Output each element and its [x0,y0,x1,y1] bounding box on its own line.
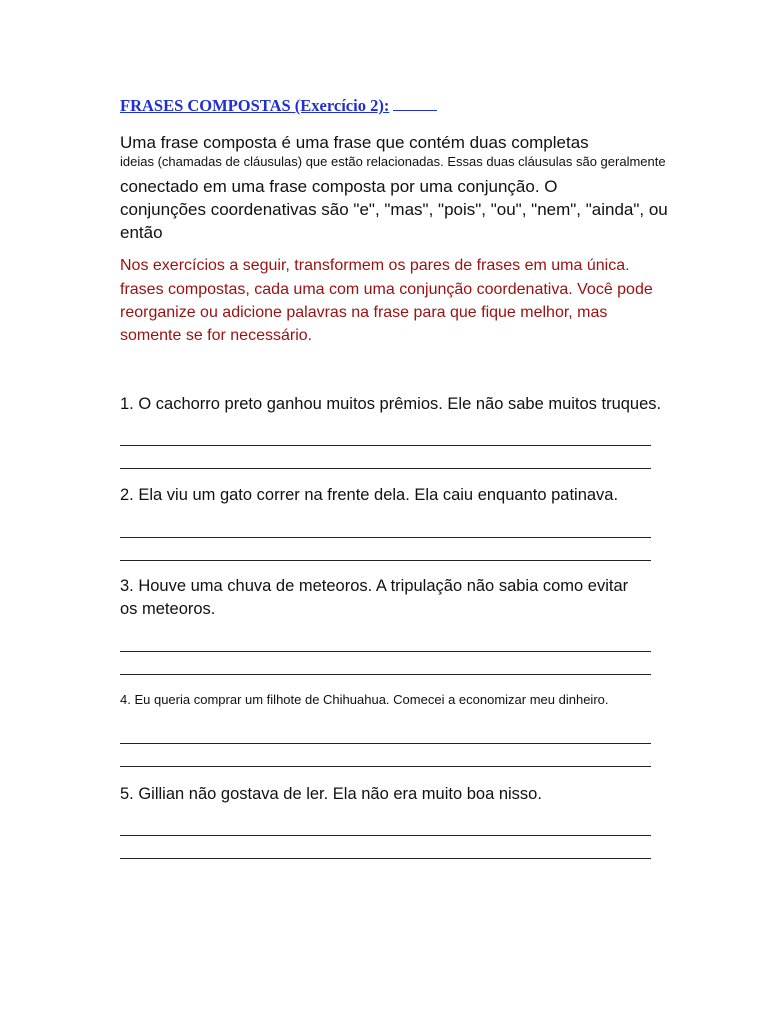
instructions-line-2: frases compostas, cada uma com uma conjunção coordenativa. Você pode [120,281,653,298]
page-title [120,96,437,116]
intro-line-3: conectado em uma frase composta por uma conjunção. O [120,177,558,196]
title-blank-line [393,96,437,111]
answer-line-3a[interactable] [120,651,651,652]
answer-line-2a[interactable] [120,537,651,538]
question-1: 1. O cachorro preto ganhou muitos prêmios. Ele não sabe muitos truques. [120,395,662,413]
instructions-line-1: Nos exercícios a seguir, transformem os pares de frases em uma única. [120,257,630,274]
question-3-line-2: os meteoros. [120,600,216,618]
intro-line-2: ideias (chamadas de cláusulas) que estão relacionadas. Essas duas cláusulas são geralmente [120,154,666,169]
answer-line-4a[interactable] [120,743,651,744]
intro-line-4: conjunções coordenativas são "e", "mas", "pois", "ou", "nem", "ainda", ou [120,200,668,219]
instructions-line-3: reorganize ou adicione palavras na frase para que fique melhor, mas [120,304,608,321]
intro-line-1: Uma frase composta é uma frase que contém duas completas [120,133,589,152]
intro-line-5: então [120,223,163,242]
instructions-line-4: somente se for necessário. [120,327,313,344]
answer-line-2b[interactable] [120,560,651,561]
answer-line-1a[interactable] [120,445,651,446]
answer-line-1b[interactable] [120,468,651,469]
answer-line-3b[interactable] [120,674,651,675]
title-text: FRASES COMPOSTAS (Exercício 2): [120,96,390,115]
answer-line-5b[interactable] [120,858,651,859]
answer-line-5a[interactable] [120,835,651,836]
question-2: 2. Ela viu um gato correr na frente dela. Ela caiu enquanto patinava. [120,486,619,504]
answer-line-4b[interactable] [120,766,651,767]
question-4: 4. Eu queria comprar um filhote de Chihuahua. Comecei a economizar meu dinheiro. [120,692,609,707]
question-3-line-1: 3. Houve uma chuva de meteoros. A tripulação não sabia como evitar [120,577,629,595]
question-5: 5. Gillian não gostava de ler. Ela não era muito boa nisso. [120,785,542,803]
